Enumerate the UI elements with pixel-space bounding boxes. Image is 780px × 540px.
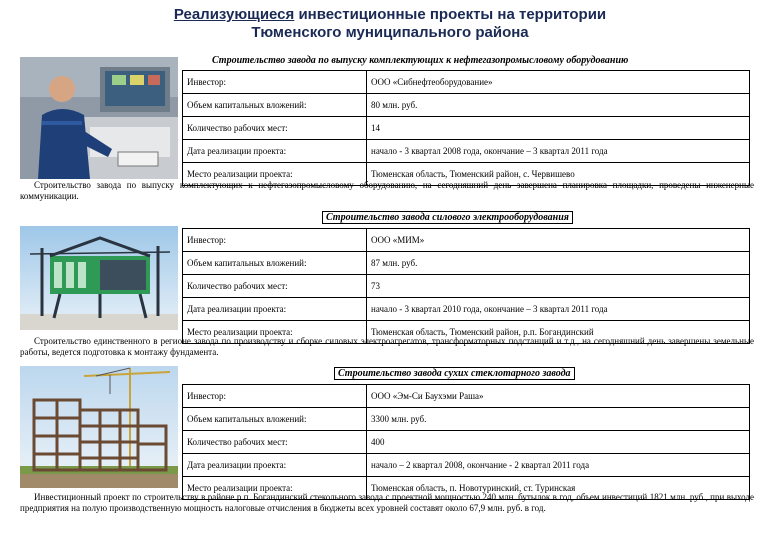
- project-2-description: [20, 336, 754, 358]
- row-value: 80 млн. руб.: [367, 94, 750, 117]
- row-value: начало - 3 квартал 2008 года, окончание – 3 квартал 2011 года: [367, 140, 750, 163]
- row-label: Количество рабочих мест:: [183, 117, 367, 140]
- description-text: Инвестиционный проект по строительству в районе р.п. Богандинский стекольного завода с проектной мощностью 240 млн. бутылок в год, объем инвестиций 1821 млн. руб., при выходе предприятия на полую производственную мощность налоговые отчисления в бюджеты всех уровней составят около 67,9 млн. руб. в год.: [20, 492, 754, 513]
- project-3-photo: [20, 366, 178, 488]
- row-value: Тюменская область, Тюменский район, с. Червишево: [367, 163, 750, 186]
- table-row: [183, 71, 750, 94]
- row-label: Место реализации проекта:: [183, 477, 367, 500]
- project-1-table: [182, 70, 750, 186]
- row-label: Дата реализации проекта:: [183, 140, 367, 163]
- row-label: Дата реализации проекта:: [183, 454, 367, 477]
- row-label: Объем капитальных вложений:: [183, 408, 367, 431]
- title-line1: инвестиционные проекты на территории: [294, 6, 607, 23]
- title-underlined: Реализующиеся: [173, 6, 295, 23]
- description-text: Строительство единственного в регионе завода по производству и сборке силовых электроагрегатов, трансформаторных подстанций и т.д., на сегодняшний день завершены земельные работы, ведется подготовка к монтажу фундамента.: [20, 336, 754, 357]
- row-label: Дата реализации проекта:: [183, 298, 367, 321]
- title-line2: Тюменского муниципального района: [251, 24, 529, 41]
- row-label: Место реализации проекта:: [183, 163, 367, 186]
- row-label: Место реализации проекта:: [183, 321, 367, 344]
- row-value: 3300 млн. руб.: [367, 408, 750, 431]
- row-value: 14: [367, 117, 750, 140]
- table-row: [183, 275, 750, 298]
- project-1-heading: Строительство завода по выпуску комплектующих к нефтегазопромысловому оборудованию: [212, 55, 629, 66]
- page-title: [0, 6, 780, 42]
- table-row: [183, 117, 750, 140]
- table-row: [183, 454, 750, 477]
- table-row: [183, 252, 750, 275]
- row-value: Тюменская область, п. Новотуринский, ст. Туринская: [367, 477, 750, 500]
- row-label: Количество рабочих мест:: [183, 275, 367, 298]
- project-2-photo: [20, 226, 178, 330]
- row-label: Инвестор:: [183, 229, 367, 252]
- row-label: Объем капитальных вложений:: [183, 252, 367, 275]
- row-label: Инвестор:: [183, 385, 367, 408]
- project-3-description: [20, 492, 754, 514]
- table-row: [183, 408, 750, 431]
- row-value: ООО «Сибнефтеоборудование»: [367, 71, 750, 94]
- description-text: Строительство завода по выпуску комплектующих к нефтегазопромысловому оборудованию, на сегодняшний день завершена планировка площадки, проведены инженерные коммуникации.: [20, 180, 754, 201]
- table-row: [183, 298, 750, 321]
- project-3-table: [182, 384, 750, 500]
- project-2-heading: Строительство завода силового электрооборудования: [322, 211, 573, 224]
- row-label: Инвестор:: [183, 71, 367, 94]
- table-row: [183, 140, 750, 163]
- table-row: [183, 431, 750, 454]
- table-row: [183, 229, 750, 252]
- table-row: [183, 385, 750, 408]
- table-row: [183, 94, 750, 117]
- project-1-description: [20, 180, 754, 202]
- row-label: Количество рабочих мест:: [183, 431, 367, 454]
- row-value: ООО «МИМ»: [367, 229, 750, 252]
- project-1-photo: [20, 57, 178, 179]
- row-value: начало – 2 квартал 2008, окончание - 2 квартал 2011 года: [367, 454, 750, 477]
- row-value: Тюменская область, Тюменский район, р.п. Богандинский: [367, 321, 750, 344]
- row-value: 400: [367, 431, 750, 454]
- row-value: ООО «Эм-Си Баухэми Раша»: [367, 385, 750, 408]
- row-value: начало - 3 квартал 2010 года, окончание – 3 квартал 2011 года: [367, 298, 750, 321]
- row-label: Объем капитальных вложений:: [183, 94, 367, 117]
- row-value: 87 млн. руб.: [367, 252, 750, 275]
- project-3-heading: Строительство завода сухих стеклотарного завода: [334, 367, 575, 380]
- project-2-table: [182, 228, 750, 344]
- row-value: 73: [367, 275, 750, 298]
